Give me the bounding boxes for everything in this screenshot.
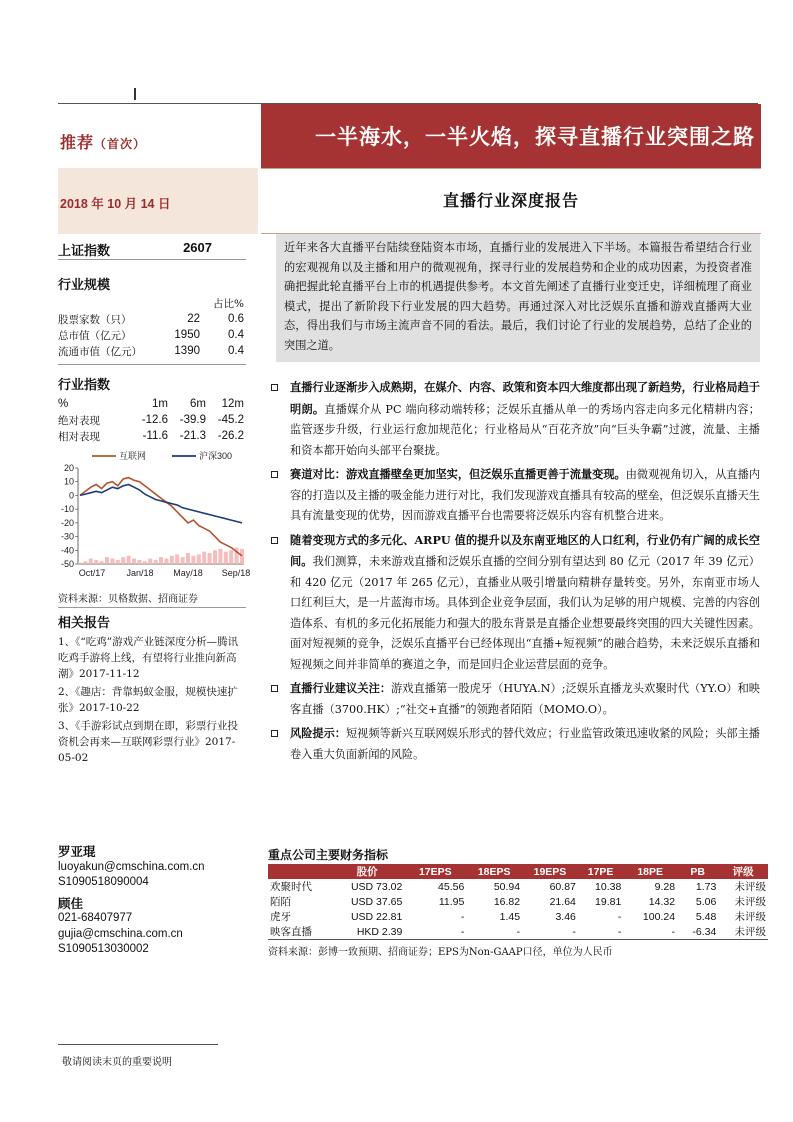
table-cell: 陌陌	[270, 896, 291, 908]
relative-bar	[154, 560, 158, 564]
scale-row	[58, 311, 246, 327]
rating	[60, 130, 146, 153]
table-cell: -6.34	[677, 924, 718, 940]
perf-value: -12.6	[141, 414, 168, 426]
y-tick-label: 10	[63, 476, 74, 487]
relative-bar	[148, 559, 152, 564]
relative-bar	[213, 550, 217, 564]
summary: 近年来各大直播平台陆续登陆资本市场，直播行业的发展进入下半场。本篇报告希望结合行业的宏观视角以及主播和用户的微观视角，探寻行业的发展趋势和企业的成功因素，为投资者准确把握此轮直播平台上市的机遇提供参考。本文首先阐述了直播行业变迁史，详细梳理了商业模式，提出了新阶段下行业发展的四大趋势。再通过深入对比泛娱乐直播和游戏直播两大业态，得出我们与市场主流声音不同的看法。最后，我们讨论了行业的发展趋势，总结了企业的突围之道。	[276, 234, 760, 362]
table-cell: -	[460, 910, 465, 923]
y-tick-label: -50	[60, 559, 74, 569]
relative-bar	[105, 557, 109, 564]
key-point-text: 短视频等新兴互联网娱乐形式的替代效应；行业监管政策迅速收紧的风险；头部主播卷入重大负面新闻的风险。	[290, 727, 760, 761]
key-point-heading: 直播行业建议关注：	[290, 681, 392, 695]
report-subtitle: 直播行业深度报告	[442, 191, 579, 210]
table-cell: 1.45	[499, 910, 521, 923]
perf-value: -11.6	[142, 430, 168, 442]
analyst-cert: S1090513030002	[58, 943, 149, 955]
table-header	[268, 864, 330, 879]
table-cell: 60.87	[549, 880, 576, 893]
y-tick-label: 0	[68, 490, 74, 501]
perf-row	[58, 412, 246, 428]
table-header: PB	[677, 864, 718, 879]
chart-source: 资料来源：贝格数据、招商证券	[58, 594, 198, 605]
table-header: 18EPS	[466, 864, 522, 879]
x-tick-label: Sep/18	[221, 568, 250, 578]
scale-row	[58, 327, 246, 343]
rating-note: （首次）	[94, 137, 147, 151]
perf-value: -39.9	[179, 414, 206, 426]
related-reports	[58, 612, 246, 768]
key-point	[268, 377, 760, 461]
scale-row	[58, 343, 246, 359]
perf-col: 12m	[221, 398, 244, 410]
table-row	[268, 879, 768, 894]
table-cell: 9.28	[654, 880, 676, 893]
y-tick-label: -30	[60, 531, 74, 542]
table-cell: USD 37.65	[350, 895, 403, 908]
related-title: 相关报告	[58, 616, 111, 631]
relative-bar	[127, 556, 131, 564]
key-point-text: 我们测算，未来游戏直播和泛娱乐直播的空间分别有望达到 80 亿元（2017 年 39 亿元）和 420 亿元（2017 年 265 亿元），直播业从吸引增量向精耕存量转变。另外，东南亚市场人口红利巨大，是一片蓝海市场。具体到企业竞争层面，我们认为足够的用户规模、完善的内容创造体系、有机的多元化拓展能力和强大的股东背景是直播企业想要最终突围的四大关键性因素。面对短视频的竞争，泛娱乐直播平台已经体现出“直播+短视频”的融合趋势，未来泛娱乐直播和短视频之间并非简单的赛道之争，而是回归企业运营层面的竞争。	[290, 555, 760, 671]
scale-row-label: 流通市值（亿元）	[58, 345, 142, 358]
legend-label: 沪深300	[199, 451, 233, 461]
relative-bar	[116, 560, 120, 564]
y-tick-label: 20	[63, 463, 74, 473]
main-title: 一半海水，一半火焰，探寻直播行业突围之路	[261, 104, 761, 168]
perf-row	[58, 428, 246, 444]
legend-label: 互联网	[119, 451, 147, 461]
relative-bar	[121, 557, 125, 564]
relative-bar	[137, 560, 141, 564]
key-point	[268, 530, 760, 676]
perf-header-row	[58, 396, 246, 412]
x-tick-label: May/18	[173, 568, 203, 578]
table-title: 重点公司主要财务指标	[268, 848, 389, 862]
relative-bar	[143, 561, 147, 564]
table-cell: 11.95	[438, 895, 465, 908]
table-cell: 未评级	[734, 896, 766, 908]
y-tick-label: -40	[60, 545, 74, 556]
analyst-email: luoyakun@cmschina.com.cn	[58, 860, 205, 873]
relative-bar	[159, 557, 163, 564]
table-cell: 16.82	[493, 895, 521, 908]
perf-value: -21.3	[179, 430, 206, 442]
index-chart	[56, 446, 250, 584]
scale-row-label: 总市值（亿元）	[58, 329, 132, 342]
scale-header-row	[58, 295, 246, 311]
analyst-name: 顾佳	[58, 895, 84, 911]
table-cell: 14.32	[648, 895, 676, 908]
table-header-row	[268, 864, 768, 879]
bullet-square-icon	[271, 537, 278, 544]
relative-bar	[175, 554, 179, 564]
relative-bar	[181, 557, 185, 564]
related-item: 2、《趣店：背靠蚂蚁金服，规模快速扩张》2017-10-22	[58, 686, 238, 714]
scale-title: 行业规模	[58, 278, 111, 293]
report-date: 2018 年 10 月 14 日	[60, 197, 171, 211]
relative-bar	[229, 550, 233, 564]
table-cell: 45.56	[438, 880, 465, 893]
table-row	[268, 909, 768, 924]
key-point-heading: 风险提示：	[290, 726, 346, 740]
table-cell: 21.64	[549, 895, 576, 908]
key-point-text: 游戏直播第一股虎牙（HUYA.N）;泛娱乐直播龙头欢聚时代（YY.O）和映客直播（3700.HK）;“社交+直播”的领跑者陌陌（MOMO.O）。	[290, 682, 760, 716]
perf-col: 6m	[190, 398, 206, 410]
industry-index	[58, 374, 246, 444]
table-header: 19EPS	[522, 864, 578, 879]
footer-rule	[58, 1044, 218, 1045]
perf-row-label: 相对表现	[58, 430, 100, 443]
divider	[58, 607, 246, 608]
key-point-text: 由微观视角切入，从直播内容的打造以及主播的吸金能力进行对比，我们发现游戏直播具有较高的壁垒，但泛娱乐直播天生具有流量变现的优势，因而游戏直播平台也需要将泛娱乐内容有机整合进来。	[290, 468, 760, 522]
analyst-phone: 021-68407977	[58, 912, 133, 924]
scale-row-label: 股票家数（只）	[58, 313, 132, 326]
perf-row-label: 绝对表现	[58, 414, 100, 427]
key-point-heading: 随着变现方式的多元化、ARPU 值的提升以及东南亚地区的人口红利，行业仍有广阔的成长空间。	[290, 532, 760, 568]
scale-row-share: 0.4	[228, 345, 244, 357]
analyst-block	[58, 844, 246, 958]
index-value: 2607	[183, 240, 212, 255]
key-point	[268, 723, 760, 765]
analyst-cert: S1090518090004	[58, 876, 149, 888]
y-tick-label: -20	[60, 517, 74, 528]
x-tick-label: Oct/17	[78, 568, 106, 578]
table-cell: -	[404, 924, 466, 940]
table-cell: -	[522, 924, 578, 940]
relative-bar	[186, 553, 190, 564]
table-cell: 虎牙	[270, 911, 291, 923]
bullet-square-icon	[271, 685, 278, 692]
index-row	[58, 240, 246, 259]
table-cell: -	[617, 910, 622, 923]
scale-row-share: 0.6	[228, 313, 244, 325]
table-row	[268, 924, 768, 940]
table-cell: 未评级	[734, 911, 766, 923]
table-header: 评级	[718, 864, 768, 879]
related-item: 1、《“吃鸡”游戏产业链深度分析—腾讯吃鸡手游将上线，有望将行业推向新高潮》2017-11-12	[58, 636, 239, 680]
perf-title: 行业指数	[58, 378, 111, 393]
divider	[58, 364, 246, 365]
relative-bar	[94, 560, 98, 564]
scale-row-share: 0.4	[228, 329, 244, 341]
table-cell: HKD 2.39	[330, 924, 404, 940]
table-cell: 50.94	[493, 880, 521, 893]
x-tick-label: Jan/18	[126, 568, 154, 578]
bullet-square-icon	[271, 730, 278, 737]
relative-bar	[224, 552, 228, 564]
relative-bar	[170, 556, 174, 564]
table-source: 资料来源：彭博一致预期、招商证券；EPS为Non-GAAP口径，单位为人民币	[268, 947, 613, 958]
relative-bar	[202, 552, 206, 564]
relative-bar	[208, 553, 212, 564]
key-point-text: 直播媒介从 PC 端向移动端转移；泛娱乐直播从单一的秀场内容走向多元化精耕内容；监管逐步升级，行业运行愈加规范化；行业格局从“百花齐放”向“巨头争霸”过渡，流量、主播和资本都开始向头部平台聚拢。	[290, 402, 760, 457]
table-cell: 欢聚时代	[270, 881, 312, 893]
table-cell: USD 22.81	[350, 910, 403, 923]
key-point-heading: 直播行业逐渐步入成熟期，在媒介、内容、政策和资本四大维度都出现了新趋势，行业格局趋于明朗。	[290, 380, 760, 416]
financial-table	[268, 864, 768, 940]
key-point-heading: 赛道对比：游戏直播壁垒更加坚实，但泛娱乐直播更善于流量变现。	[290, 467, 626, 481]
key-point	[268, 678, 760, 720]
table-cell: USD 73.02	[350, 880, 403, 893]
table-row	[268, 894, 768, 909]
scale-row-value: 1390	[174, 345, 200, 357]
table-cell: -	[466, 924, 522, 940]
bullet-square-icon	[271, 384, 278, 391]
rating-label: 推荐	[60, 133, 95, 152]
analyst-email: gujia@cmschina.com.cn	[58, 927, 183, 940]
relative-bar	[240, 549, 244, 564]
y-tick-label: -10	[60, 504, 74, 515]
relative-bar	[218, 549, 222, 564]
scale-row-value: 22	[187, 313, 200, 325]
scale-row-value: 1950	[174, 329, 200, 341]
perf-value: -26.2	[217, 430, 244, 442]
table-cell: 未评级	[718, 924, 768, 940]
relative-bar	[83, 561, 87, 564]
table-cell: 1.73	[695, 880, 717, 893]
table-header: 17PE	[578, 864, 623, 879]
scale-col-header: 占比%	[213, 297, 244, 310]
relative-bar	[89, 559, 93, 564]
industry-scale	[58, 274, 246, 359]
table-cell: 5.48	[695, 910, 717, 923]
table-cell: 19.81	[595, 895, 622, 908]
table-cell: -	[623, 924, 677, 940]
perf-col: %	[58, 398, 69, 410]
table-header: 17EPS	[404, 864, 466, 879]
index-label: 上证指数	[58, 244, 111, 259]
divider	[58, 259, 246, 260]
footer-note: 敬请阅读末页的重要说明	[62, 1057, 172, 1068]
relative-bar	[110, 559, 114, 564]
relative-bar	[191, 556, 195, 564]
bullet-square-icon	[271, 471, 278, 478]
table-cell: -	[578, 924, 623, 940]
table-header: 18PE	[623, 864, 677, 879]
key-points	[268, 377, 760, 768]
analyst-name: 罗亚琨	[58, 844, 96, 859]
table-cell: 5.06	[695, 895, 717, 908]
table-cell: 10.38	[595, 880, 622, 893]
table-cell: 未评级	[734, 881, 766, 893]
table-cell: 3.46	[555, 910, 576, 923]
key-point	[268, 464, 760, 527]
relative-bar	[132, 559, 136, 564]
perf-value: -45.2	[217, 414, 244, 426]
csi300-series-line	[80, 485, 242, 523]
perf-col: 1m	[152, 398, 168, 410]
relative-bar	[100, 561, 104, 564]
table-cell: 映客直播	[268, 924, 330, 940]
header-tick	[134, 88, 136, 100]
table-cell: 100.24	[642, 910, 676, 923]
relative-bar	[164, 559, 168, 564]
table-header: 股价	[330, 864, 404, 879]
related-item: 3、《手游彩试点到期在即，彩票行业投资机会再来—互联网彩票行业》2017-05-02	[58, 720, 238, 764]
relative-bar	[197, 554, 201, 564]
relative-bar	[78, 563, 82, 564]
